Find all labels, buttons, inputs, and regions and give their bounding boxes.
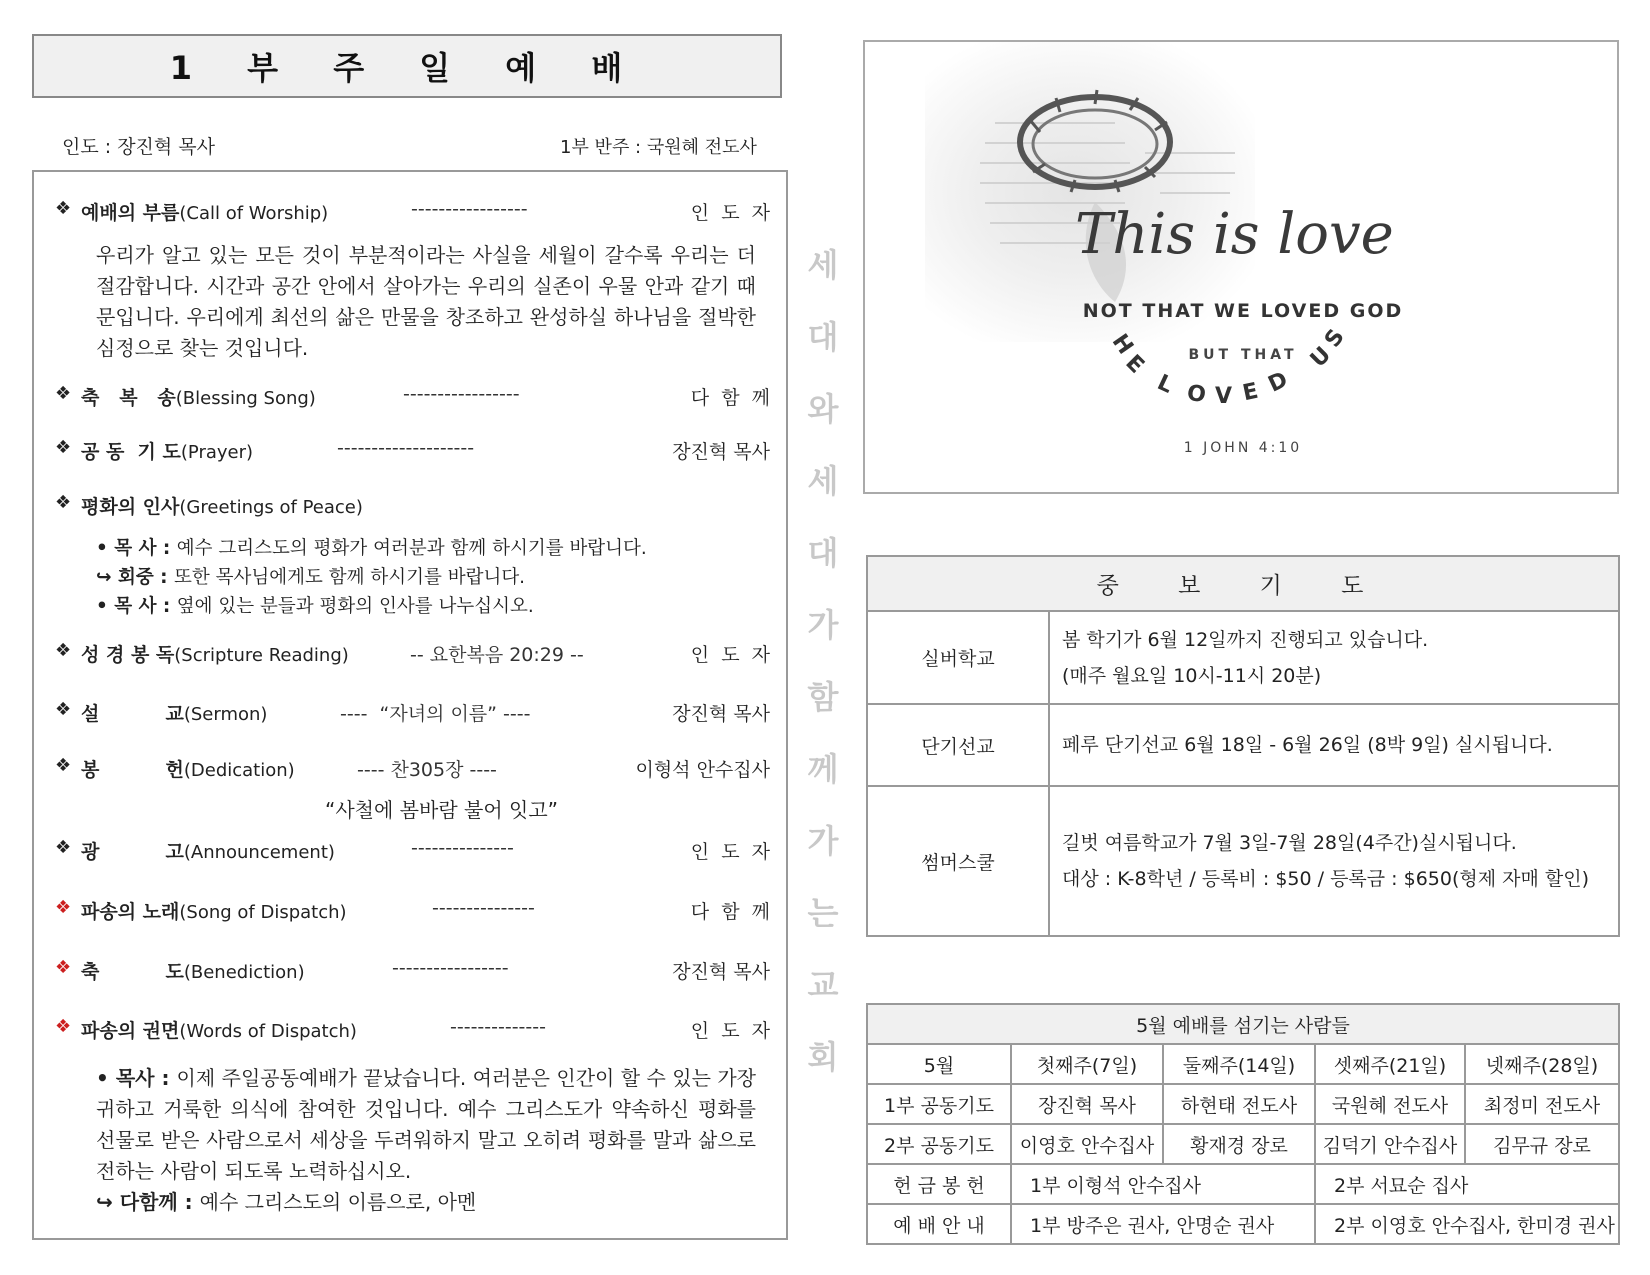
table-header-cell: 셋째주(21일) (1315, 1044, 1465, 1084)
order-item-scripture (55, 640, 770, 670)
diamond-bullet-icon: ❖ (55, 640, 72, 661)
intercession-header: 중 보 기 도 (867, 556, 1619, 611)
item-leader: 이형석 안수집사 (635, 759, 770, 781)
order-item-dedication (55, 755, 770, 785)
intercession-line: 대상 : K-8학년 / 등록비 : $50 / 등록금 : $650(형제 자매 할인) (1062, 868, 1589, 890)
intercession-line: (매주 월요일 10시-11시 20분) (1062, 664, 1322, 687)
item-dashes: ----------------- (403, 383, 520, 405)
item-name: 평화의 인사 (81, 496, 180, 518)
intercession-line: 봄 학기가 6월 12일까지 진행되고 있습니다. (1062, 628, 1429, 651)
table-cell: 국원혜 전도사 (1315, 1084, 1465, 1124)
table-row (867, 1124, 1619, 1164)
item-name: 광 고 (81, 841, 184, 863)
item-name: 공 동 기 도 (81, 441, 181, 463)
item-name: 성 경 봉 독 (81, 644, 175, 666)
item-dashes: -------------------- (337, 437, 475, 459)
item-english: (Dedication) (183, 760, 295, 781)
diamond-bullet-icon: ❖ (55, 755, 72, 776)
intercession-label: 실버학교 (867, 611, 1049, 704)
motto-char: 교 (807, 966, 839, 1004)
peace-line: ↪ 회중 : 또한 목사님에게도 함께 하시기를 바랍니다. (96, 567, 526, 588)
intercession-label: 썸머스쿨 (867, 786, 1049, 936)
arc-letter: L (1153, 370, 1177, 399)
table-cell: 1부 이형석 안수집사 (1011, 1164, 1315, 1204)
item-english: (Words of Dispatch) (179, 1021, 357, 1042)
item-english: (Call of Worship) (179, 203, 329, 224)
order-item-call (55, 198, 770, 228)
item-name: 예배의 부름 (81, 202, 180, 224)
order-item-prayer (55, 437, 770, 467)
item-dashes: ----------------- (411, 198, 528, 220)
diamond-bullet-icon: ❖ (55, 837, 72, 858)
item-name: 축 도 (81, 961, 184, 983)
motto-char: 세 (807, 246, 839, 284)
intercession-content (1049, 611, 1619, 704)
intercession-content (1049, 786, 1619, 936)
diamond-bullet-icon: ❖ (55, 897, 72, 918)
servers-title: 5월 예배를 섬기는 사람들 (867, 1004, 1619, 1044)
motto-char: 대 (807, 318, 839, 356)
item-name: 축 복 송 (81, 387, 176, 409)
arc-letter: O (1184, 380, 1208, 409)
verse-reference: 1 JOHN 4:10 (1183, 440, 1303, 456)
diamond-bullet-icon: ❖ (55, 198, 72, 219)
peace-line: • 목 사 : 옆에 있는 분들과 평화의 인사를 나누십시오. (96, 596, 534, 617)
motto-char: 가 (807, 606, 839, 644)
intercession-label: 단기선교 (867, 704, 1049, 786)
item-name: 파송의 노래 (81, 901, 180, 923)
motto-char: 대 (807, 534, 839, 572)
table-cell: 2부 이영호 안수집사, 한미경 권사 (1315, 1204, 1619, 1244)
motto-char: 와 (807, 390, 839, 428)
item-dashes: ----------------- (392, 957, 509, 979)
verse-line-1: NOT THAT WE LOVED GOD (1082, 300, 1404, 322)
order-item-sermon (55, 699, 770, 729)
dedication-hymn: “사철에 봄바람 불어 잇고” (325, 798, 558, 822)
intercession-line: 길벗 여름학교가 7월 3일-7월 28일(4주간)실시됩니다. (1062, 832, 1517, 854)
item-leader: 인 도 자 (690, 841, 770, 863)
verse-line-2: BUT THAT (1188, 347, 1298, 363)
item-dashes: --------------- (411, 837, 514, 859)
table-cell: 김덕기 안수집사 (1315, 1124, 1465, 1164)
motto-char: 세 (807, 462, 839, 500)
service-title: 1 부 주 일 예 배 (32, 34, 782, 98)
accompanist-info: 1부 반주 : 국원혜 전도사 (560, 137, 757, 158)
motto-char: 함 (807, 678, 839, 716)
table-header-cell: 첫째주(7일) (1011, 1044, 1163, 1084)
item-english: (Scripture Reading) (174, 645, 349, 666)
servers-table (866, 1003, 1620, 1245)
item-dashes: ---- 찬305장 ---- (357, 759, 497, 781)
item-english: (Blessing Song) (175, 388, 316, 409)
table-cell: 최정미 전도사 (1465, 1084, 1619, 1124)
order-item-benediction (55, 957, 770, 987)
item-dashes: -- 요한복음 20:29 -- (410, 644, 584, 666)
arc-letter: E (1240, 378, 1261, 407)
script-title: This is love (1075, 202, 1394, 267)
item-english: (Sermon) (183, 704, 268, 725)
order-item-dispatch-words (55, 1016, 770, 1046)
table-header-cell: 5월 (867, 1044, 1011, 1084)
motto-char: 가 (807, 822, 839, 860)
table-cell: 김무규 장로 (1465, 1124, 1619, 1164)
arc-letter: U (1305, 342, 1337, 373)
item-leader: 장진혁 목사 (672, 961, 770, 983)
item-dashes: --------------- (432, 897, 535, 919)
table-row (867, 1044, 1619, 1084)
item-english: (Announcement) (183, 842, 335, 863)
verse-image (863, 40, 1619, 494)
call-of-worship-text: 우리가 알고 있는 모든 것이 부분적이라는 사실을 세월이 갈수록 우리는 더 절감합니다. 시간과 공간 안에서 살아가는 우리의 실존이 우물 안과 같기 때문입니다. 우리에게 최선의 삶은 만물을 창조하고 완성하실 하나님을 절박한 심정으로 찾는 것입니다. (96, 243, 756, 360)
table-row (867, 1084, 1619, 1124)
diamond-bullet-icon: ❖ (55, 437, 72, 458)
order-item-dispatch-song (55, 897, 770, 927)
order-item-announcement (55, 837, 770, 867)
dispatch-pastor-text: • 목사 : 이제 주일공동예배가 끝났습니다. 여러분은 인간이 할 수 있는 가장 귀하고 거룩한 의식에 참여한 것입니다. 예수 그리스도가 약속하신 평화를 선물로 받은 사람으로서 세상을 두려워하지 말고 오히려 평화를 말과 삶으로 전하는 사람이 되도록 노력하십시오. (96, 1066, 756, 1183)
order-item-blessing (55, 383, 770, 413)
table-cell: 이영호 안수집사 (1011, 1124, 1163, 1164)
table-cell: 1부 공동기도 (867, 1084, 1011, 1124)
arc-letter: S (1320, 324, 1350, 353)
arc-letter: H (1106, 329, 1138, 360)
arc-letter: V (1215, 384, 1233, 409)
intercession-line: 페루 단기선교 6월 18일 - 6월 26일 (8박 9일) 실시됩니다. (1062, 734, 1553, 756)
item-dashes: ---- “자녀의 이름” ---- (340, 703, 531, 725)
table-header-cell: 둘째주(14일) (1163, 1044, 1315, 1084)
item-leader: 다 함 께 (690, 901, 770, 923)
table-row (867, 1164, 1619, 1204)
table-cell: 1부 방주은 권사, 안명순 권사 (1011, 1204, 1315, 1244)
motto-char: 회 (807, 1038, 839, 1076)
table-cell: 하현태 전도사 (1163, 1084, 1315, 1124)
motto-char: 는 (807, 894, 839, 932)
vertical-motto (800, 240, 846, 1104)
item-english: (Benediction) (183, 962, 305, 983)
diamond-bullet-icon: ❖ (55, 1016, 72, 1037)
diamond-bullet-icon: ❖ (55, 383, 72, 404)
item-english: (Greetings of Peace) (179, 497, 363, 518)
crown-of-thorns-icon (965, 52, 1225, 312)
diamond-bullet-icon: ❖ (55, 699, 72, 720)
diamond-bullet-icon: ❖ (55, 492, 72, 513)
item-english: (Prayer) (180, 442, 254, 463)
table-cell: 2부 공동기도 (867, 1124, 1011, 1164)
peace-line: • 목 사 : 예수 그리스도의 평화가 여러분과 함께 하시기를 바랍니다. (96, 538, 647, 559)
dispatch-all-text: ↪ 다함께 : 예수 그리스도의 이름으로, 아멘 (96, 1190, 477, 1214)
leader-info: 인도 : 장진혁 목사 (62, 136, 215, 158)
order-item-peace (55, 492, 770, 522)
item-name: 봉 헌 (81, 759, 184, 781)
item-leader: 장진혁 목사 (672, 441, 770, 463)
item-leader: 장진혁 목사 (672, 703, 770, 725)
item-dashes: -------------- (450, 1016, 546, 1038)
item-english: (Song of Dispatch) (179, 902, 347, 923)
arc-letter: E (1120, 350, 1149, 379)
intercession-content (1049, 704, 1619, 786)
table-header-cell: 넷째주(28일) (1465, 1044, 1619, 1084)
table-cell: 예 배 안 내 (867, 1204, 1011, 1244)
intercession-table (866, 555, 1620, 937)
diamond-bullet-icon: ❖ (55, 957, 72, 978)
table-cell: 황재경 장로 (1163, 1124, 1315, 1164)
item-leader: 다 함 께 (690, 387, 770, 409)
arc-letter: D (1264, 367, 1292, 398)
item-leader: 인 도 자 (690, 202, 770, 224)
table-cell: 장진혁 목사 (1011, 1084, 1163, 1124)
motto-char: 께 (807, 750, 839, 788)
item-leader: 인 도 자 (690, 1020, 770, 1042)
table-row (867, 1204, 1619, 1244)
item-name: 파송의 권면 (81, 1020, 180, 1042)
item-name: 설 교 (81, 703, 184, 725)
table-cell: 2부 서묘순 집사 (1315, 1164, 1619, 1204)
table-cell: 헌 금 봉 헌 (867, 1164, 1011, 1204)
item-leader: 인 도 자 (690, 644, 770, 666)
